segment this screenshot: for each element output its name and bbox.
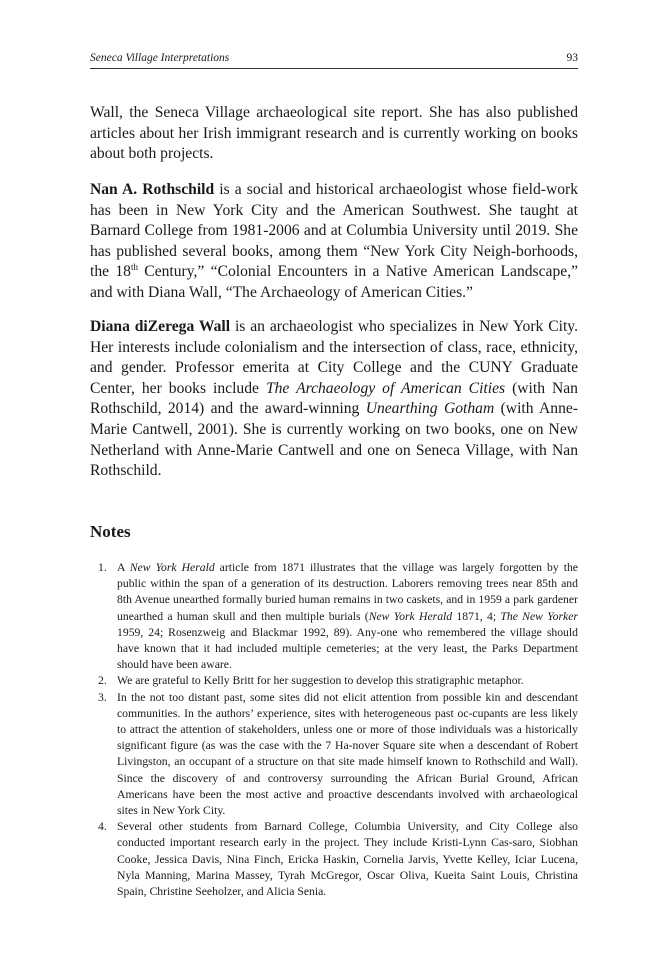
bio-text: (with Anne-Marie Cantwell, 2001). She is currently working on two books, one on New Netherland with Anne-Marie Cantwell and one on Seneca Village, with Nan Rothschild. bbox=[90, 400, 579, 480]
bio-wall bbox=[90, 317, 578, 482]
note-number: 1. bbox=[98, 561, 107, 574]
page-number: 93 bbox=[566, 52, 578, 64]
bio-text: is a social and historical archaeologist whose field-work has been in New York City and the American Southwest. She taught at Barnard College from 1981-2006 and at Columbia University until 2019. She has published several books, among them “New York City Neigh-borhoods, the 18 bbox=[90, 181, 578, 281]
note-item: 1. A New York Herald article from 1871 illustrates that the village was largely forgotten by the public within the span of a generation of its destruction. Laborers removing trees near 85th and 8th Avenue unearthed formally buried human remains in two caskets, and in 1959 a park gardener unearthed a human skull and then multiple burials (New York Herald 1871, 4; The New Yorker 1959, 24; Rosenzweig and Blackmar 1992, 89). Any-one who remembered the village should have known that it had included multiple cemeteries; at the very least, the Parks Department should have been aware. bbox=[98, 561, 578, 672]
bio-name-wall: Diana diZerega Wall bbox=[90, 318, 231, 335]
bio-name-rothschild: Nan A. Rothschild bbox=[90, 181, 215, 198]
superscript: th bbox=[130, 262, 138, 273]
note-item: 4. Several other students from Barnard College, Columbia University, and City College also conducted important research early in the project. They include Kristi-Lynn Cas-saro, Siobhan Cooke, Jessica Davis, Nina Finch, Ericka Haskin, Cornelia Jarvis, Yvette Kelley, Iciar Lucena, Nyla Manning, Marina Massey, Tyrah McGregor, Oscar Oliva, Kueita Saint Louis, Christina Spain, Christine Seeholzer, and Alicia Senia. bbox=[98, 820, 578, 899]
note-number: 4. bbox=[98, 820, 107, 834]
notes-heading: Notes bbox=[90, 522, 131, 541]
book-title: Unearthing Gotham bbox=[365, 400, 495, 418]
notes-list bbox=[90, 560, 578, 900]
paragraph-continuation: Wall, the Seneca Village archaeological site report. She has also published articles about her Irish immigrant research and is currently working on books about both projects. bbox=[90, 104, 578, 163]
note-number: 3. bbox=[98, 690, 107, 704]
running-title: Seneca Village Interpretations bbox=[90, 52, 230, 64]
publication-title: The New Yorker bbox=[500, 609, 578, 623]
note-number: 2. bbox=[98, 674, 107, 688]
running-header bbox=[90, 52, 578, 69]
bio-text: Century,” “Colonial Encounters in a Native American Landscape,” and with Diana Wall, “The Archaeology of American Cities.” bbox=[90, 263, 579, 301]
book-title: The Archaeology of American Cities bbox=[265, 379, 506, 397]
publication-title: New York Herald bbox=[129, 561, 215, 574]
bio-rothschild bbox=[90, 180, 578, 304]
note-item: 2. We are grateful to Kelly Britt for her suggestion to develop this stratigraphic metaphor. bbox=[90, 673, 578, 689]
publication-title: New York Herald bbox=[368, 609, 453, 623]
bio-text: is an archaeologist who specializes in New York City. Her interests include colonialism and the intersection of class, race, ethnicity, and gender. Professor emerita at City College and the CUNY Graduate Center, her books include bbox=[90, 318, 578, 397]
bio-text: (with Nan Rothschild, 2014) and the award-winning bbox=[90, 379, 578, 418]
note-item: 3. In the not too distant past, some sites did not elicit attention from possible kin and descendant communities. In the authors’ experience, sites with heterogeneous past oc-cupants are less likely to attract the attention of stakeholders, unless one or more of those individuals was a historically significant figure (as was the case with the 7 Ha-nover Square site when a descendant of Robert Livingston, an occupant of a structure on that site made himself known to Rothschild and Wall). Since the discovery of and controversy surrounding the African Burial Ground, African Americans have been the most active and proactive descendants involved with archaeological sites in New York City. bbox=[98, 690, 578, 818]
